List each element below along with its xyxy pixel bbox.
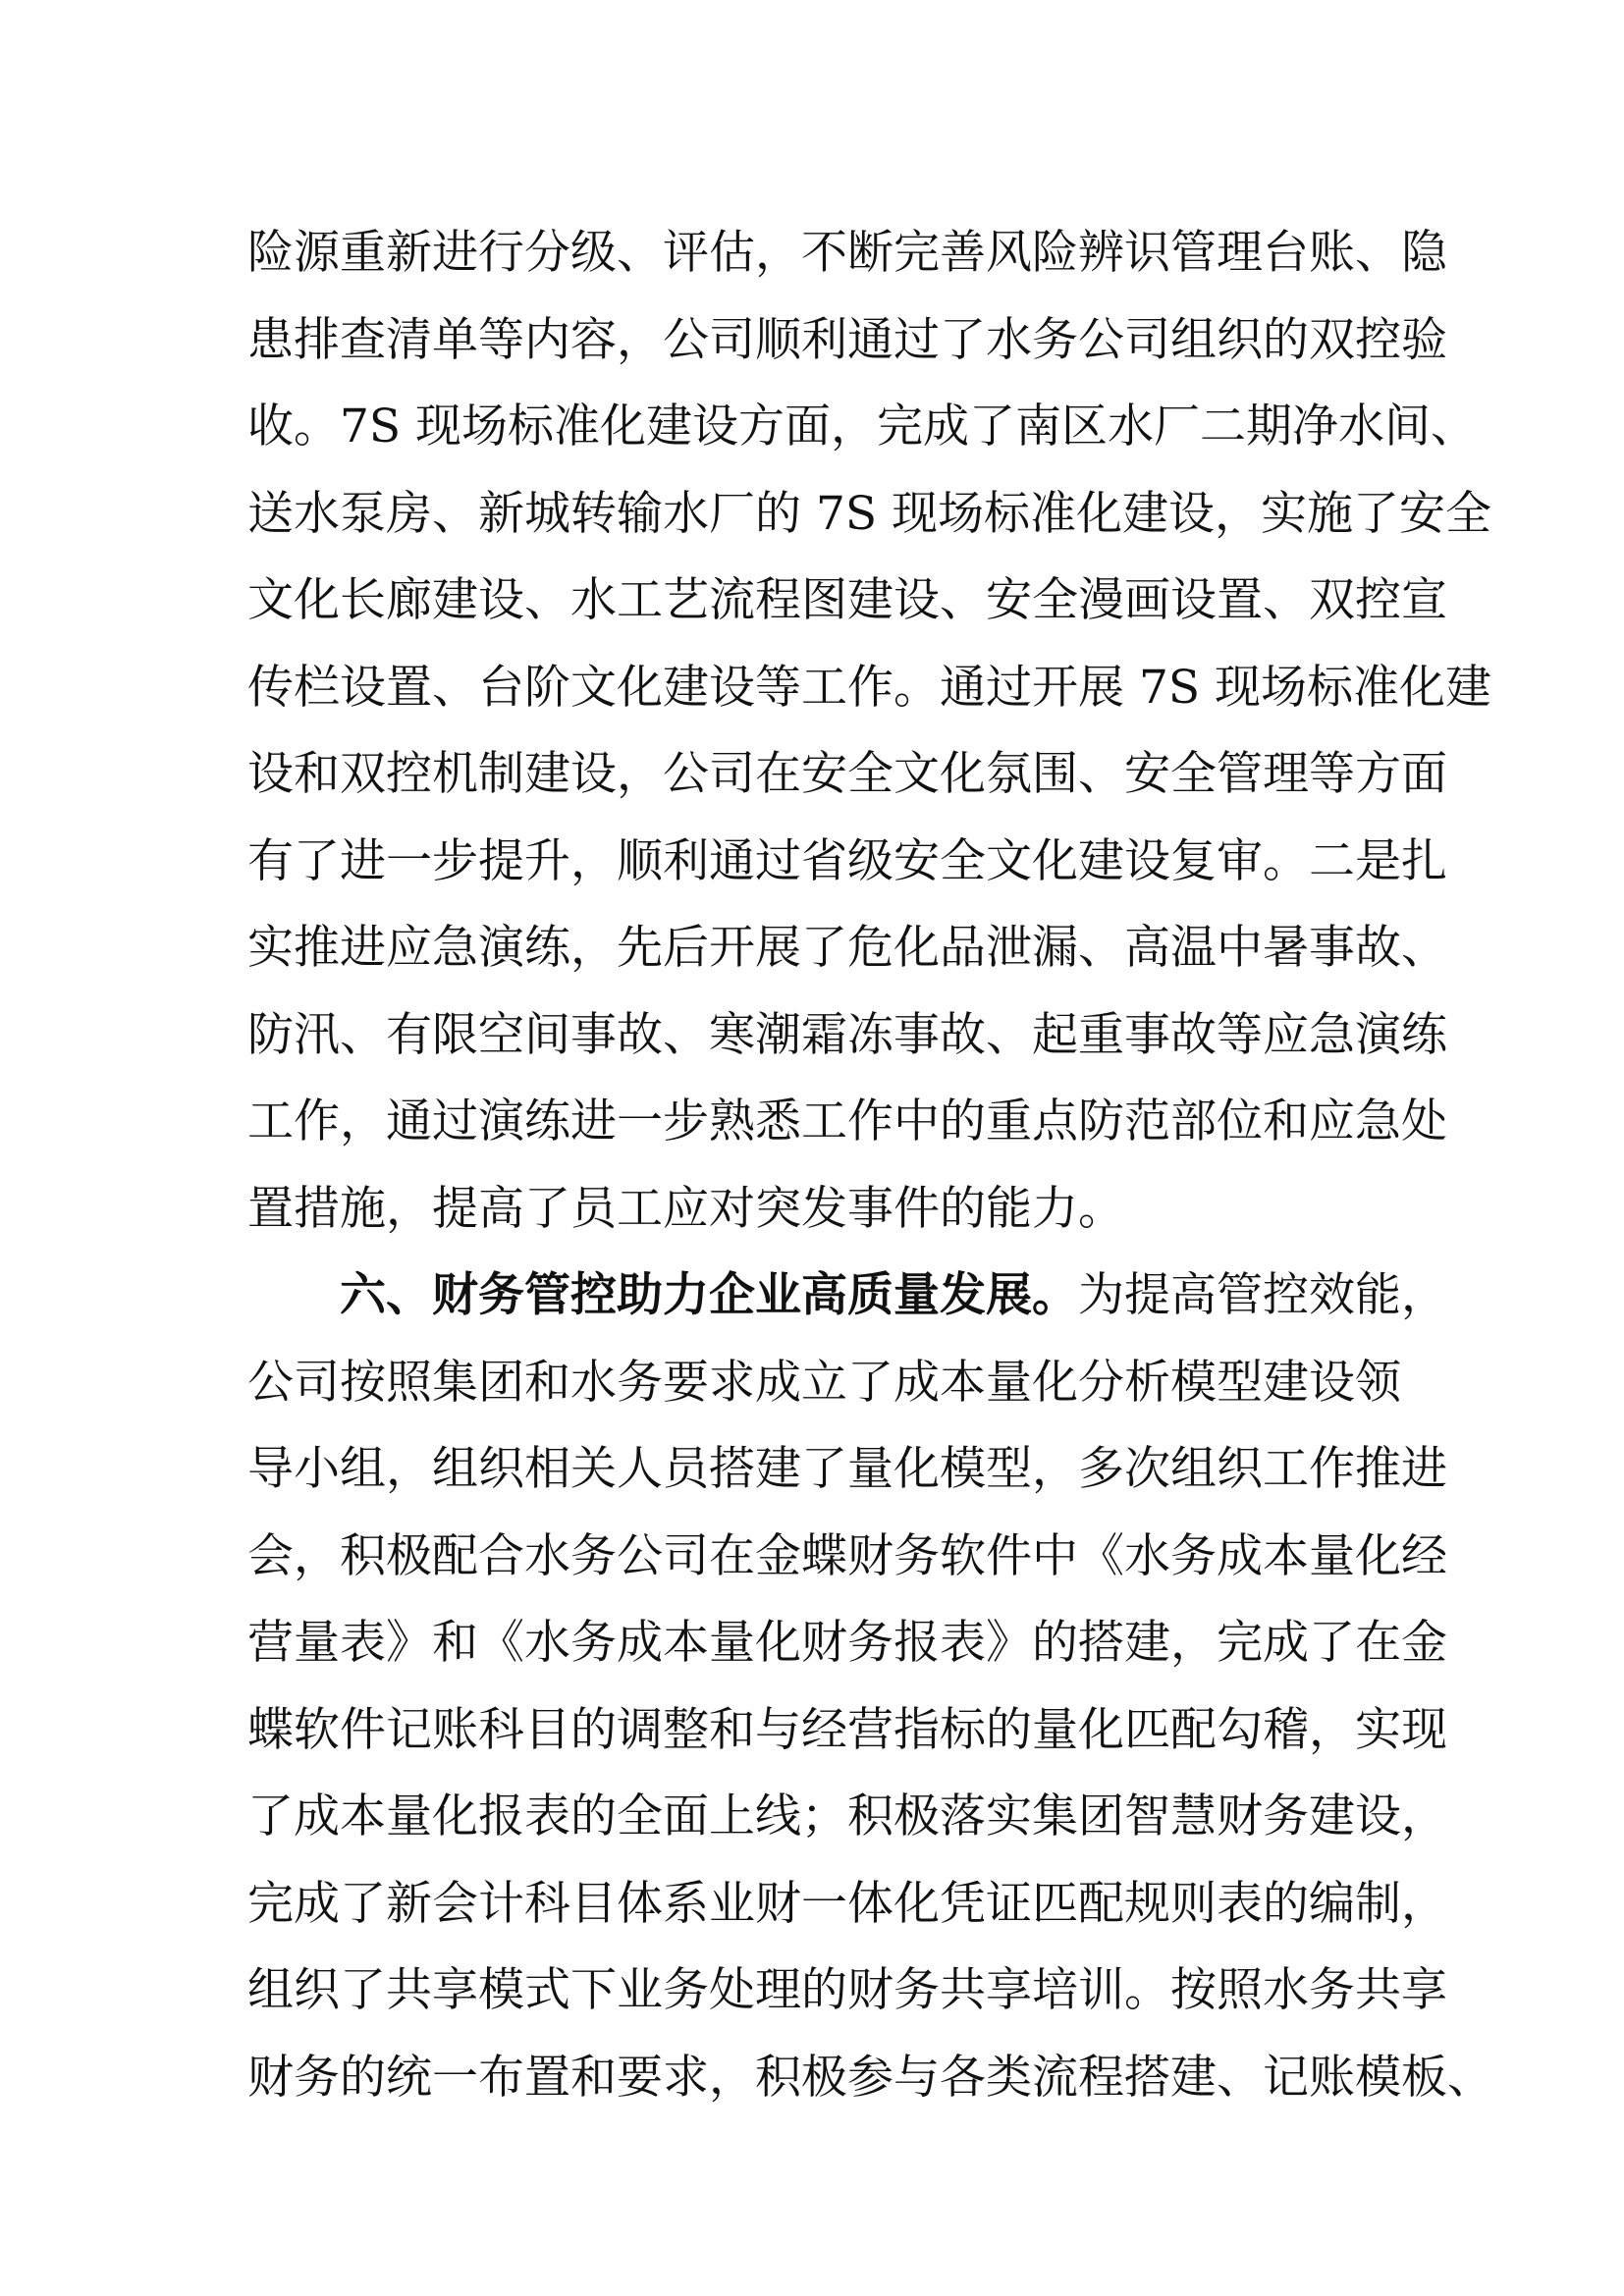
text-line: 组织了共享模式下业务处理的财务共享培训。按照水务共享 — [247, 1963, 1447, 2017]
text-line: 导小组，组织相关人员搭建了量化模型，多次组织工作推进 — [247, 1442, 1447, 1496]
text-line: 送水泵房、新城转输水厂的 7S 现场标准化建设，实施了安全 — [247, 486, 1491, 541]
text-line: 防汛、有限空间事故、寒潮霜冻事故、起重事故等应急演练 — [247, 1007, 1447, 1062]
text-line: 设和双控机制建设，公司在安全文化氛围、安全管理等方面 — [247, 747, 1447, 801]
text-line: 险源重新进行分级、评估，不断完善风险辨识管理台账、隐 — [247, 226, 1447, 280]
text-line: 财务的统一布置和要求，积极参与各类流程搭建、记账模板、 — [247, 2050, 1493, 2105]
body-text — [247, 210, 1493, 2121]
text-line: 文化长廊建设、水工艺流程图建设、安全漫画设置、双控宣 — [247, 573, 1447, 627]
text-line: 收。7S 现场标准化建设方面，完成了南区水厂二期净水间、 — [247, 400, 1478, 454]
text-line: 蝶软件记账科目的调整和与经营指标的量化匹配勾稽，实现 — [247, 1702, 1447, 1757]
paragraph-first-line — [247, 1253, 1447, 1340]
section-heading: 六、财务管控助力企业高质量发展。 — [340, 1268, 1078, 1322]
text-line: 了成本量化报表的全面上线；积极落实集团智慧财务建设， — [247, 1789, 1447, 1843]
text-line: 置措施，提高了员工应对突发事件的能力。 — [247, 1181, 1124, 1236]
heading-line-rest: 为提高管控效能， — [1078, 1268, 1447, 1322]
text-line: 营量表》和《水务成本量化财务报表》的搭建，完成了在金 — [247, 1616, 1447, 1670]
paragraph-1 — [247, 210, 1491, 1253]
paragraph-2 — [247, 1253, 1493, 2121]
text-line: 会，积极配合水务公司在金蝶财务软件中《水务成本量化经 — [247, 1528, 1447, 1583]
text-line: 患排查清单等内容，公司顺利通过了水务公司组织的双控验 — [247, 312, 1447, 367]
text-line: 公司按照集团和水务要求成立了成本量化分析模型建设领 — [247, 1355, 1401, 1410]
text-line: 工作，通过演练进一步熟悉工作中的重点防范部位和应急处 — [247, 1095, 1447, 1148]
text-line: 有了进一步提升，顺利通过省级安全文化建设复审。二是扎 — [247, 833, 1447, 888]
text-line: 实推进应急演练，先后开展了危化品泄漏、高温中暑事故、 — [247, 921, 1447, 975]
text-line: 传栏设置、台阶文化建设等工作。通过开展 7S 现场标准化建 — [247, 660, 1491, 715]
text-line: 完成了新会计科目体系业财一体化凭证匹配规则表的编制， — [247, 1876, 1447, 1931]
